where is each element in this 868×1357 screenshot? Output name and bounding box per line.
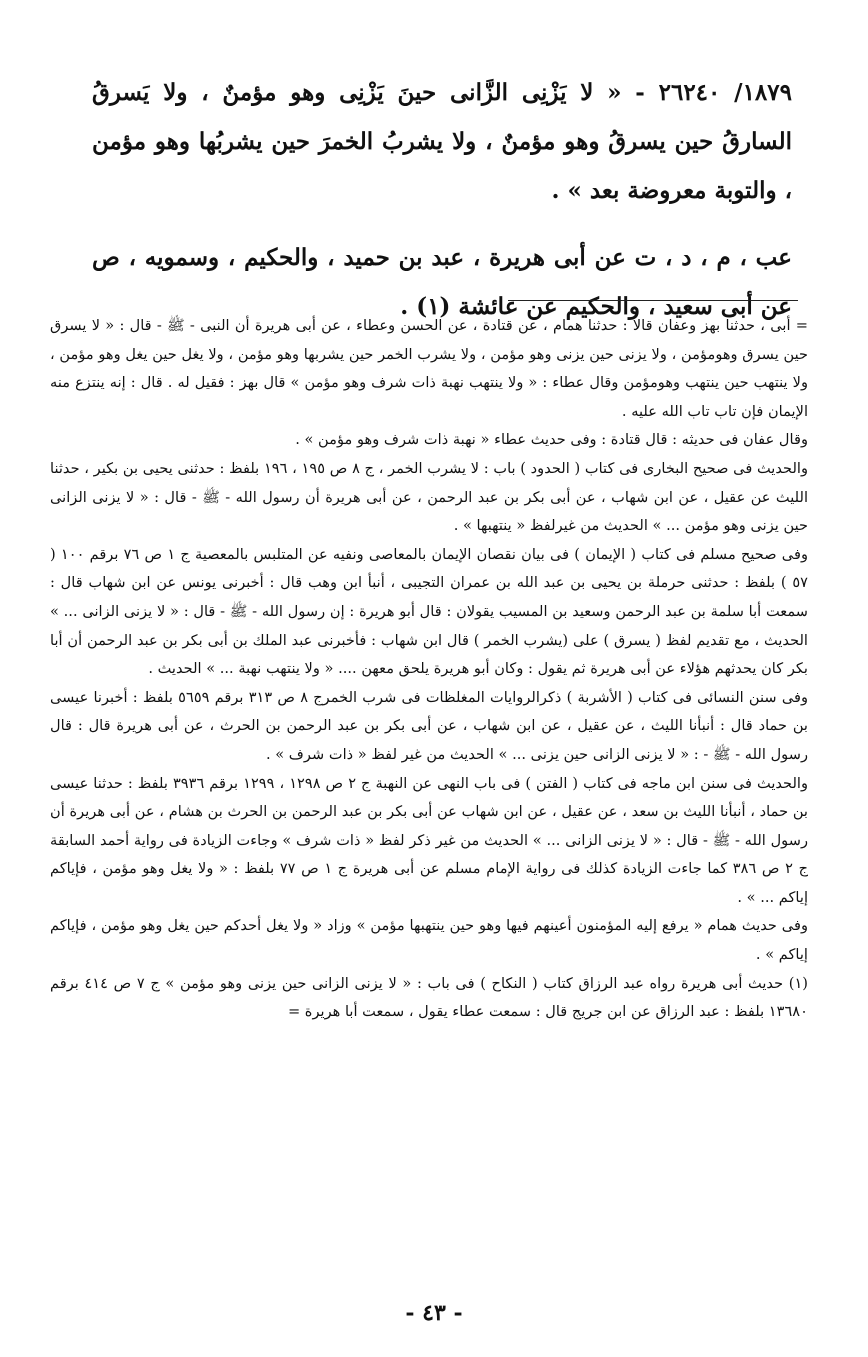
main-text-block — [92, 68, 792, 331]
footnote-1: (١) حديث أبى هريرة رواه عبد الرزاق كتاب ( النكاح ) فى باب : « لا يزنى الزانى حين يزنى وهو مؤمن » ج ٧ ص ٤١٤ برقم ١٣٦٨٠ بلفظ : عبد الرزاق عن ابن جريج قال : سمعت عطاء يقول ، سمعت أبا هريرة = — [50, 974, 808, 1021]
note-paragraph: وفى حديث همام « يرفع إليه المؤمنون أعينهم فيها وهو حين ينتهبها مؤمن » وزاد « ولا يغل أحدكم حين يغل وهو مؤمن ، فإياكم إياكم » . — [50, 917, 808, 964]
footnotes-block — [50, 312, 808, 1027]
note-paragraph: وفى سنن النسائى فى كتاب ( الأشربة ) ذكرالروايات المغلظات فى شرب الخمرج ٨ ص ٣١٣ برقم ٥٦٥٩ بلفظ : أخبرنا عيسى بن حماد قال : أنبأنا الليث ، عن عقيل ، عن ابن شهاب ، عن أبى بكر بن عبد الرحمن بن الحرث ، عن أبى هريرة قال : قال رسول الله - ﷺ - : « لا يزنى الزانى حين يزنى ... » الحديث من غير لفظ « ذات شرف » . — [50, 688, 809, 763]
note-paragraph: والحديث فى سنن ابن ماجه فى كتاب ( الفتن ) فى باب النهى عن النهبة ج ٢ ص ١٢٩٨ ، ١٢٩٩ برقم ٣٩٣٦ بلفظ : حدثنا عيسى بن حماد ، أنبأنا الليث بن سعد ، عن عقيل ، عن ابن شهاب عن أبى بكر بن عبد الرحمن بن الحرث بن هشام ، عن أبى هريرة أن رسول الله - ﷺ - قال : « لا يزنى الزانى ... » الحديث من غير ذكر لفظ « ذات شرف » وجاءت الزيادة فى رواية أحمد السابقة ج ٢ ص ٣٨٦ كما جاءت الزيادة كذلك فى رواية الإمام مسلم عن أبى هريرة ج ١ ص ٧٧ بلفظ : « ولا يغل وهو مؤمن ، فإياكم إياكم ... » . — [50, 774, 809, 906]
note-paragraph: والحديث فى صحيح البخارى فى كتاب ( الحدود ) باب : لا يشرب الخمر ، ج ٨ ص ١٩٥ ، ١٩٦ بلفظ : حدثنى يحيى بن بكير ، حدثنا الليث عن عقيل ، عن ابن شهاب ، عن أبى بكر بن عبد الرحمن ، عن أبى هريرة أن رسول الله - ﷺ - قال : « لا يزنى الزانى حين يزنى وهو مؤمن ... » الحديث من غيرلفظ « ينتهبها » . — [50, 459, 808, 535]
note-paragraph: وقال عفان فى حديثه : قال قتادة : وفى حديث عطاء « نهبة ذات شرف وهو مؤمن » . — [295, 431, 808, 449]
page-number: - ٤٣ - — [405, 1300, 463, 1326]
hadith-sources: عب ، م ، د ، ت عن أبى هريرة ، عبد بن حميد ، والحكيم ، وسمويه ، ص عن أبى سعيد ، والحكيم عن عائشة (١) . — [92, 244, 792, 320]
note-paragraph: = أبى ، حدثنا بهز وعفان قالا : حدثنا همام ، عن قتادة ، عن الحسن وعطاء ، عن أبى هريرة أن النبى - ﷺ - قال : « لا يسرق حين يسرق وهومؤمن ، ولا يزنى حين يزنى وهو مؤمن ، ولا يشرب الخمر حين يشربها وهو مؤمن ، ولا يغل حين يغل وهو مؤمن ، ولا ينتهب حين ينتهب وهومؤمن وقال عطاء : « ولا ينتهب نهبة ذات شرف وهو مؤمن » قال بهز : فقيل له . قال : إنه ينتزع منه الإيمان فإن تاب تاب الله عليه . — [50, 317, 808, 420]
footnote-divider — [508, 300, 798, 301]
hadith-text: ١٨٧٩/ ٢٦٢٤٠ - « لا يَزْنِى الزَّانى حينَ يَزْنِى وهو مؤمنٌ ، ولا يَسرقُ السارقُ حين يسرقُ وهو مؤمنٌ ، ولا يشربُ الخمرَ حين يشربُها وهو مؤمن ، والتوبة معروضة بعد » . — [92, 79, 792, 204]
note-paragraph: وفى صحيح مسلم فى كتاب ( الإيمان ) فى بيان نقصان الإيمان بالمعاصى ونفيه عن المتلبس بالمعصية ج ١ ص ٧٦ برقم ١٠٠ ( ٥٧ ) بلفظ : حدثنى حرملة بن يحيى بن عبد الله بن عمران التجيبى ، أنبأ ابن وهب قال : أخبرنى يونس عن ابن شهاب قال : سمعت أبا سلمة بن عبد الرحمن وسعيد بن المسيب يقولان : قال أبو هريرة : إن رسول الله - ﷺ - قال : « لا يزنى الزانى ... » الحديث ، مع تقديم لفظ ( يسرق ) على (يشرب الخمر ) قال ابن شهاب : فأخبرنى عبد الملك بن أبى بكر بن عبد الرحمن أن أبا بكر كان يحدثهم هؤلاء عن أبى هريرة ثم يقول : وكان أبو هريرة يلحق معهن .... « ولا ينتهب نهبة ... » الحديث . — [50, 545, 808, 678]
